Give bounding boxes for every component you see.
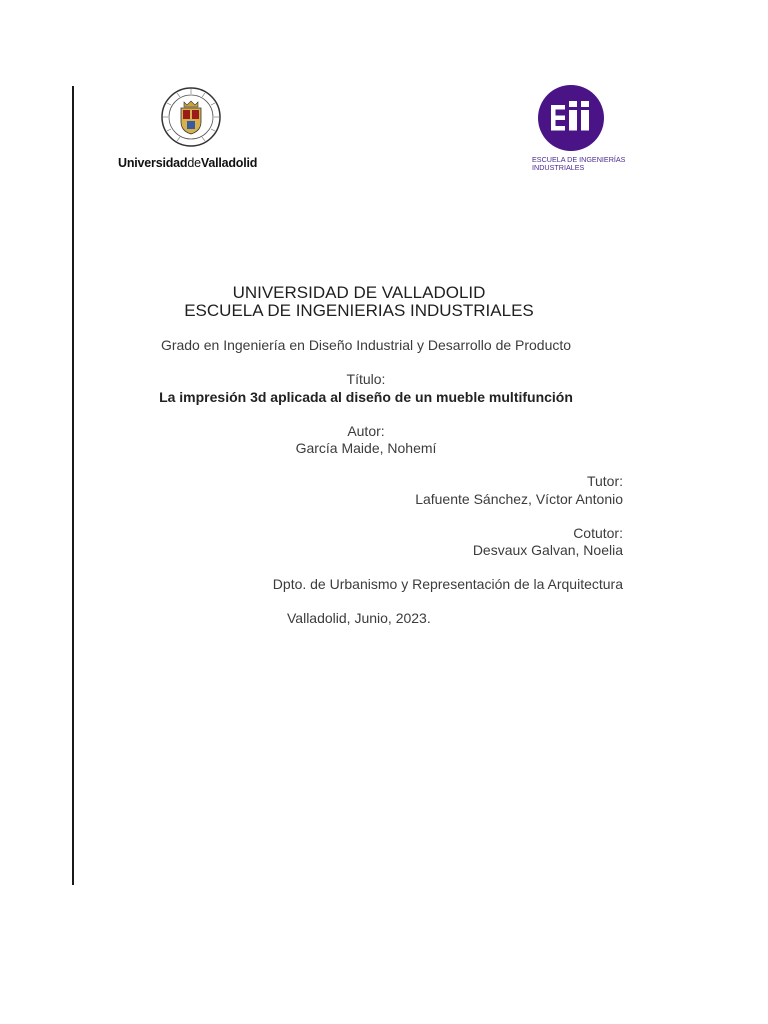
uva-logo <box>118 86 268 176</box>
uva-name-part-2: de <box>187 156 201 170</box>
title-label: Título: <box>346 371 386 387</box>
eii-wordmark-line-1: ESCUELA DE INGENIERÍAS <box>532 155 626 164</box>
school-name: ESCUELA DE INGENIERIAS INDUSTRIALES <box>184 301 534 320</box>
eii-wordmark-line-2: INDUSTRIALES <box>532 163 585 172</box>
left-margin-rule <box>72 86 74 885</box>
cotutor-label: Cotutor: <box>573 525 623 541</box>
author-name: García Maide, Nohemí <box>295 440 437 456</box>
uva-name-part-3: Valladolid <box>200 156 258 170</box>
author-label: Autor: <box>347 423 385 439</box>
degree-name: Grado en Ingeniería en Diseño Industrial y Desarrollo de Producto <box>160 337 572 353</box>
place-and-date: Valladolid, Junio, 2023. <box>287 610 431 626</box>
uva-name-part-1: Universidad <box>118 156 188 170</box>
eii-logo <box>528 84 638 180</box>
cover-heading <box>0 284 768 320</box>
thesis-title: La impresión 3d aplicada al diseño de un mueble multifunción <box>159 389 573 405</box>
tutor-label: Tutor: <box>586 473 623 489</box>
eii-wordmark <box>532 156 625 172</box>
cotutor-name: Desvaux Galvan, Noelia <box>472 542 623 558</box>
uva-seal-icon <box>160 86 222 148</box>
uva-wordmark <box>118 156 257 170</box>
eii-emblem-icon <box>537 84 605 152</box>
tutor-name: Lafuente Sánchez, Víctor Antonio <box>415 491 623 507</box>
department-name: Dpto. de Urbanismo y Representación de la Arquitectura <box>272 576 623 592</box>
university-name: UNIVERSIDAD DE VALLADOLID <box>232 283 486 302</box>
